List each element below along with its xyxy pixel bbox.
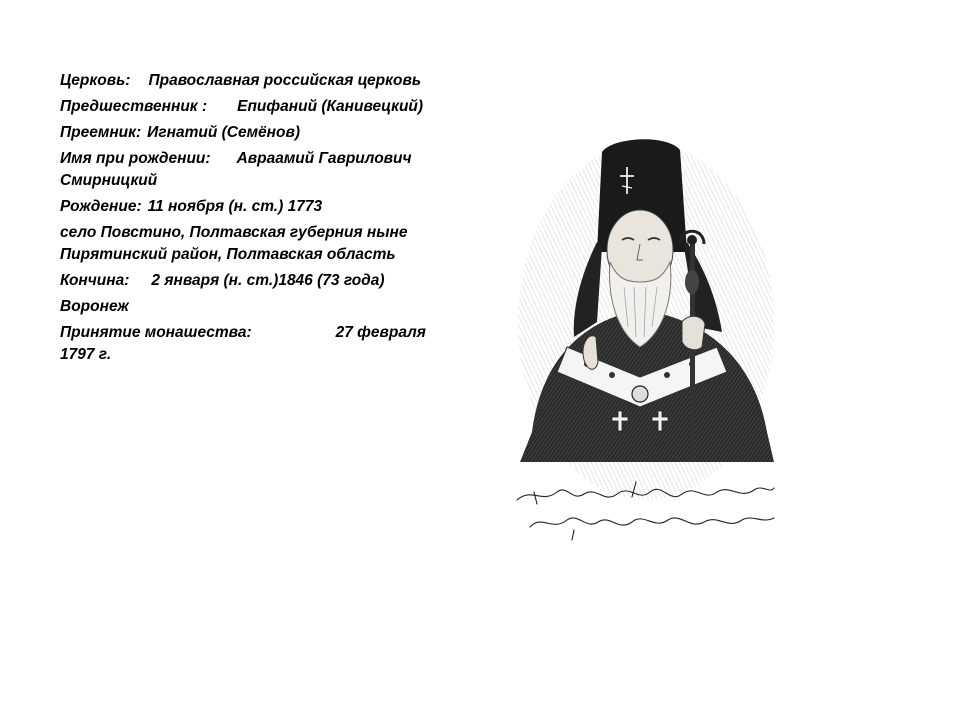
- death-place-row: [60, 296, 430, 318]
- birth-name-row: [60, 148, 430, 192]
- birthplace-row: [60, 222, 430, 266]
- church-label: Церковь:: [60, 72, 131, 89]
- birth-name-label: Имя при рождении:: [60, 150, 211, 167]
- birth-name-value: Авраамий Гаврилович Смирницкий: [60, 150, 412, 189]
- predecessor-label: Предшественник :: [60, 98, 208, 115]
- successor-value: Игнатий (Семёнов): [147, 124, 301, 141]
- info-block: [60, 70, 430, 370]
- death-row: [60, 270, 430, 292]
- birthplace-value: село Повстино, Полтавская губерния ныне Пирятинский район, Полтавская область: [60, 224, 408, 263]
- death-label: Кончина:: [60, 272, 130, 289]
- church-row: [60, 70, 430, 92]
- predecessor-value: Епифаний (Канивецкий): [237, 98, 424, 115]
- tonsure-row: [60, 322, 430, 366]
- successor-row: [60, 122, 430, 144]
- portrait-engraving-icon: [512, 132, 780, 544]
- birth-row: [60, 196, 430, 218]
- predecessor-row: [60, 96, 430, 118]
- successor-label: Преемник:: [60, 124, 142, 141]
- tonsure-value: 27 февраля 1797 г.: [60, 324, 426, 363]
- death-place-value: Воронеж: [60, 298, 129, 315]
- death-value: 2 января (н. ст.)1846 (73 года): [151, 272, 385, 289]
- birth-label: Рождение:: [60, 198, 142, 215]
- birth-value: 11 ноября (н. ст.) 1773: [147, 198, 323, 215]
- tonsure-label: Принятие монашества:: [60, 324, 252, 341]
- church-value: Православная российская церковь: [148, 72, 422, 89]
